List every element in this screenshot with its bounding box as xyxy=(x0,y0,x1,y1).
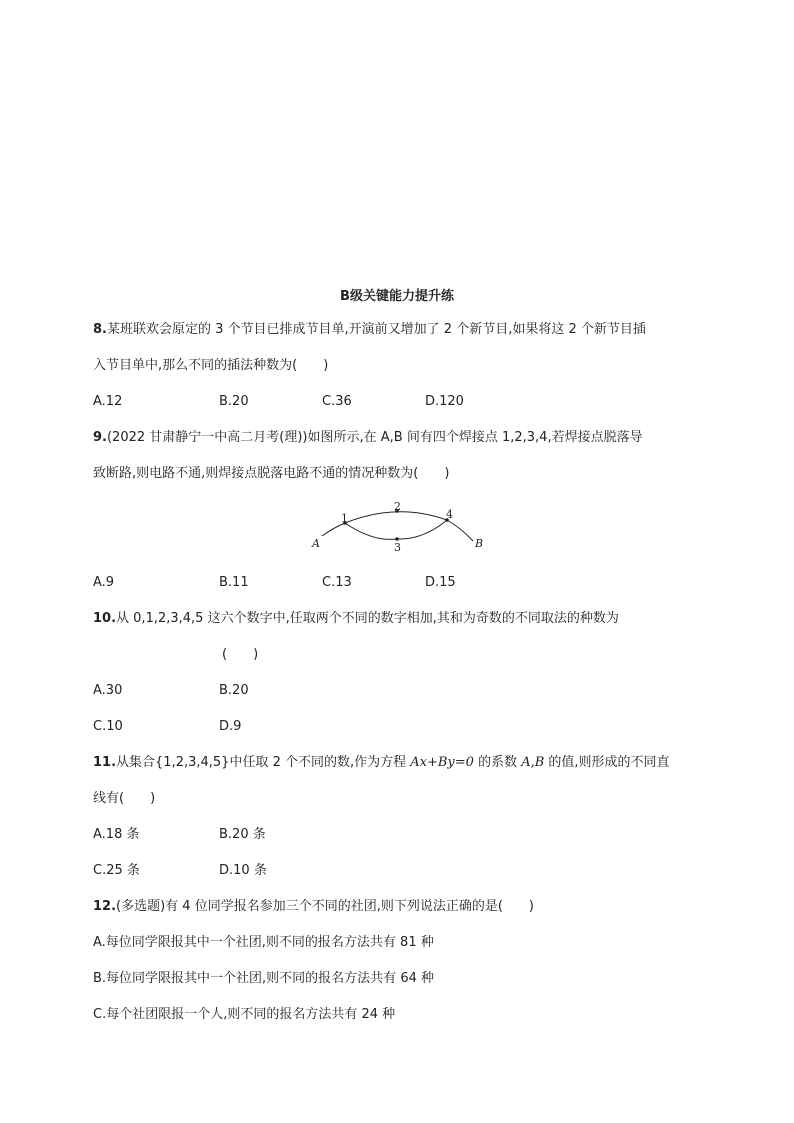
label-a: A xyxy=(312,537,320,550)
q9-number: 9. xyxy=(93,430,107,445)
q11-text-1a: 从集合{1,2,3,4,5}中任取 2 个不同的数,作为方程 xyxy=(116,755,411,770)
q12-option-c: C.每个社团限报一个人,则不同的报名方法共有 24 种 xyxy=(93,1007,396,1022)
q11-equation: Ax+By=0 xyxy=(410,755,474,770)
q11-option-d: D.10 条 xyxy=(219,863,267,878)
q8-number: 8. xyxy=(93,322,107,337)
q11-option-a: A.18 条 xyxy=(93,827,140,842)
q10-text-2: ( ) xyxy=(222,647,259,662)
q10-text-1: 从 0,1,2,3,4,5 这六个数字中,任取两个不同的数字相加,其和为奇数的不同取法的种数为 xyxy=(116,611,619,626)
q8-text-1: 某班联欢会原定的 3 个节目已排成节目单,开演前又增加了 2 个新节目,如果将这 2 个新节目插 xyxy=(106,322,646,337)
q11-text-2: 线有( ) xyxy=(93,791,156,806)
label-2: 2 xyxy=(394,500,401,513)
q8-text-2: 入节目单中,那么不同的插法种数为( ) xyxy=(93,358,329,373)
label-1: 1 xyxy=(341,512,348,525)
q12-option-a: A.每位同学限报其中一个社团,则不同的报名方法共有 81 种 xyxy=(93,935,434,950)
wire-4-to-b xyxy=(447,520,473,541)
q10-number: 10. xyxy=(93,611,117,626)
circuit-figure xyxy=(305,498,495,556)
q9-text-1: (2022 甘肃静宁一中高二月考(理))如图所示,在 A,B 间有四个焊接点 1,2,3,4,若焊接点脱落导 xyxy=(106,430,643,445)
q8-option-a: A.12 xyxy=(93,394,123,409)
q8-line1 xyxy=(93,321,646,339)
q8-option-d: D.120 xyxy=(425,394,464,409)
q12-line1 xyxy=(93,898,534,916)
q12-option-b: B.每位同学限报其中一个社团,则不同的报名方法共有 64 种 xyxy=(93,971,434,986)
wire-upper-arc xyxy=(345,512,447,523)
label-3: 3 xyxy=(394,541,401,554)
q11-option-b: B.20 条 xyxy=(219,827,266,842)
q9-line1 xyxy=(93,429,643,447)
q10-option-b: B.20 xyxy=(219,683,249,698)
label-4: 4 xyxy=(446,508,453,521)
q11-line1 xyxy=(93,754,670,772)
label-b: B xyxy=(475,537,484,550)
q10-option-a: A.30 xyxy=(93,683,123,698)
q11-coefficients: A,B xyxy=(521,755,545,770)
q11-text-1c: 的值,则形成的不同直 xyxy=(544,755,670,770)
q10-line1 xyxy=(93,610,619,628)
q9-option-d: D.15 xyxy=(425,575,456,590)
q8-option-c: C.36 xyxy=(322,394,352,409)
q9-text-2: 致断路,则电路不通,则焊接点脱落电路不通的情况种数为( ) xyxy=(93,466,450,481)
q11-number: 11. xyxy=(93,755,117,770)
q12-text-1: (多选题)有 4 位同学报名参加三个不同的社团,则下列说法正确的是( ) xyxy=(116,899,534,914)
q8-option-b: B.20 xyxy=(219,394,249,409)
q9-option-a: A.9 xyxy=(93,575,115,590)
wire-lower-arc xyxy=(345,520,447,539)
q9-option-c: C.13 xyxy=(322,575,352,590)
q9-option-b: B.11 xyxy=(219,575,249,590)
section-title: B级关键能力提升练 xyxy=(340,289,454,304)
q10-option-d: D.9 xyxy=(219,719,242,734)
q12-number: 12. xyxy=(93,899,117,914)
q11-option-c: C.25 条 xyxy=(93,863,140,878)
q11-text-1b: 的系数 xyxy=(473,755,522,770)
q10-option-c: C.10 xyxy=(93,719,123,734)
